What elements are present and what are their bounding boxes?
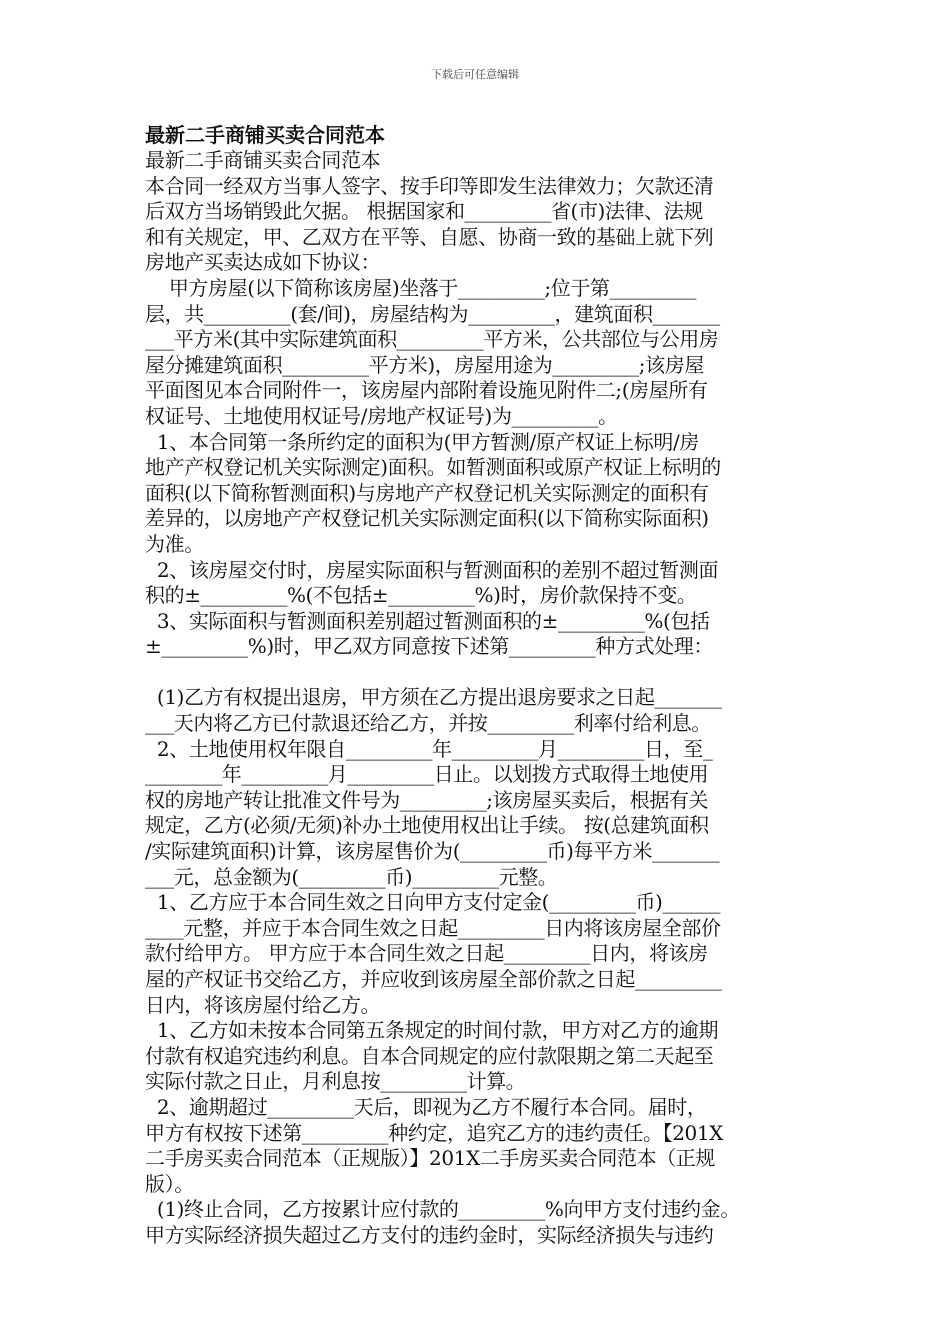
text-line: 层，共_________(套/间)，房屋结构为_________，建筑面积_______ xyxy=(145,301,720,326)
text-line: 款付给甲方。 甲方应于本合同生效之日起_________日内，将该房 xyxy=(145,941,708,966)
text-line: 日内，将该房屋付给乙方。 xyxy=(145,992,381,1017)
text-line: ___天内将乙方已付款退还给乙方，并按_________利率付给利息。 xyxy=(145,711,711,736)
text-line: 甲方房屋(以下简称该房屋)坐落于_________;位于第_________ xyxy=(145,275,696,300)
text-line: 1、乙方如未按本合同第五条规定的时间付款，甲方对乙方的逾期 xyxy=(145,1018,719,1043)
text-line: ___平方米(其中实际建筑面积_________平方米，公共部位与公用房 xyxy=(145,327,719,352)
header-note: 下载后可任意编辑 xyxy=(431,68,519,81)
text-line: 付款有权追究违约利息。自本合同规定的应付款限期之第二天起至 xyxy=(145,1043,714,1068)
text-line: 和有关规定，甲、乙双方在平等、自愿、协商一致的基础上就下列 xyxy=(145,224,714,249)
text-line: 3、实际面积与暂测面积差别超过暂测面积的±_________%(包括 xyxy=(145,608,710,633)
text-line: 甲方有权按下述第_________种约定，追究乙方的违约责任。【201X xyxy=(145,1120,724,1145)
text-line: 屋的产权证书交给乙方，并应收到该房屋全部价款之日起_________ xyxy=(145,967,722,991)
text-line: 1、乙方应于本合同生效之日向甲方支付定金(_________币)______ xyxy=(145,890,721,915)
text-line: ±_________%)时，甲乙双方同意按下述第_________种方式处理： xyxy=(145,634,713,659)
text-line: 为准。 xyxy=(145,531,204,556)
text-line: (1)终止合同，乙方按累计应付款的_________%向甲方支付违约金。 xyxy=(145,1197,740,1222)
text-line: 权证号、土地使用权证号/房地产权证号)为_________。 xyxy=(145,403,618,428)
text-line: 本合同一经双方当事人签字、按手印等即发生法律效力；欠款还清 xyxy=(145,173,714,198)
text-line: 2、逾期超过_________天后，即视为乙方不履行本合同。届时， xyxy=(145,1094,707,1119)
text-line: ________年_________月_________日止。以划拨方式取得土地使用 xyxy=(145,762,709,787)
text-line: 1、本合同第一条所约定的面积为(甲方暂测/原产权证上标明/房 xyxy=(145,429,699,454)
text-line: 二手房买卖合同范本（正规版）】201X二手房买卖合同范本（正规 xyxy=(145,1146,716,1171)
text-line: (1)乙方有权提出退房，甲方须在乙方提出退房要求之日起_______ xyxy=(145,685,722,710)
document-title: 最新二手商铺买卖合同范本 xyxy=(145,123,385,147)
text-line: 屋分摊建筑面积_________平方米)，房屋用途为_________;该房屋 xyxy=(145,352,704,377)
text-line: 平面图见本合同附件一，该房屋内部附着设施见附件二;(房屋所有 xyxy=(145,378,708,403)
text-line: 2、该房屋交付时，房屋实际面积与暂测面积的差别不超过暂测面 xyxy=(145,557,719,582)
text-line: 甲方实际经济损失超过乙方支付的违约金时，实际经济损失与违约 xyxy=(145,1222,714,1247)
text-line: 权的房地产转让批准文件号为_________;该房屋买卖后，根据有关 xyxy=(145,787,709,812)
contract-body xyxy=(145,122,805,1249)
text-line: /实际建筑面积)计算，该房屋售价为(_________币)每平方米_______ xyxy=(145,839,720,864)
text-line: 后双方当场销毁此欠据。 根据国家和_________省(市)法律、法规 xyxy=(145,199,703,224)
text-line: ___元，总金额为(_________币)_________元整。 xyxy=(145,864,558,889)
text-line: 地产产权登记机关实际测定)面积。如暂测面积或原产权证上标明的 xyxy=(145,455,721,480)
text-line xyxy=(145,660,805,686)
text-line: 面积(以下简称暂测面积)与房地产产权登记机关实际测定的面积有 xyxy=(145,480,709,505)
text-line: 积的±_________%(不包括±_________%)时，房价款保持不变。 xyxy=(145,583,697,608)
text-line: 2、土地使用权年限自_________年_________月_________日，至_ xyxy=(145,736,713,761)
text-line: ____元整，并应于本合同生效之日起_________日内将该房屋全部价 xyxy=(145,915,721,940)
text-line: 实际付款之日止，月利息按_________计算。 xyxy=(145,1069,526,1094)
text-line: 版）。 xyxy=(145,1171,194,1196)
text-line: 最新二手商铺买卖合同范本 xyxy=(145,148,381,172)
text-line: 房地产买卖达成如下协议： xyxy=(145,250,381,275)
text-line: 差异的，以房地产产权登记机关实际测定面积(以下简称实际面积) xyxy=(145,506,709,531)
text-line: 规定，乙方(必须/无须)补办土地使用权出让手续。 按(总建筑面积 xyxy=(145,813,709,838)
